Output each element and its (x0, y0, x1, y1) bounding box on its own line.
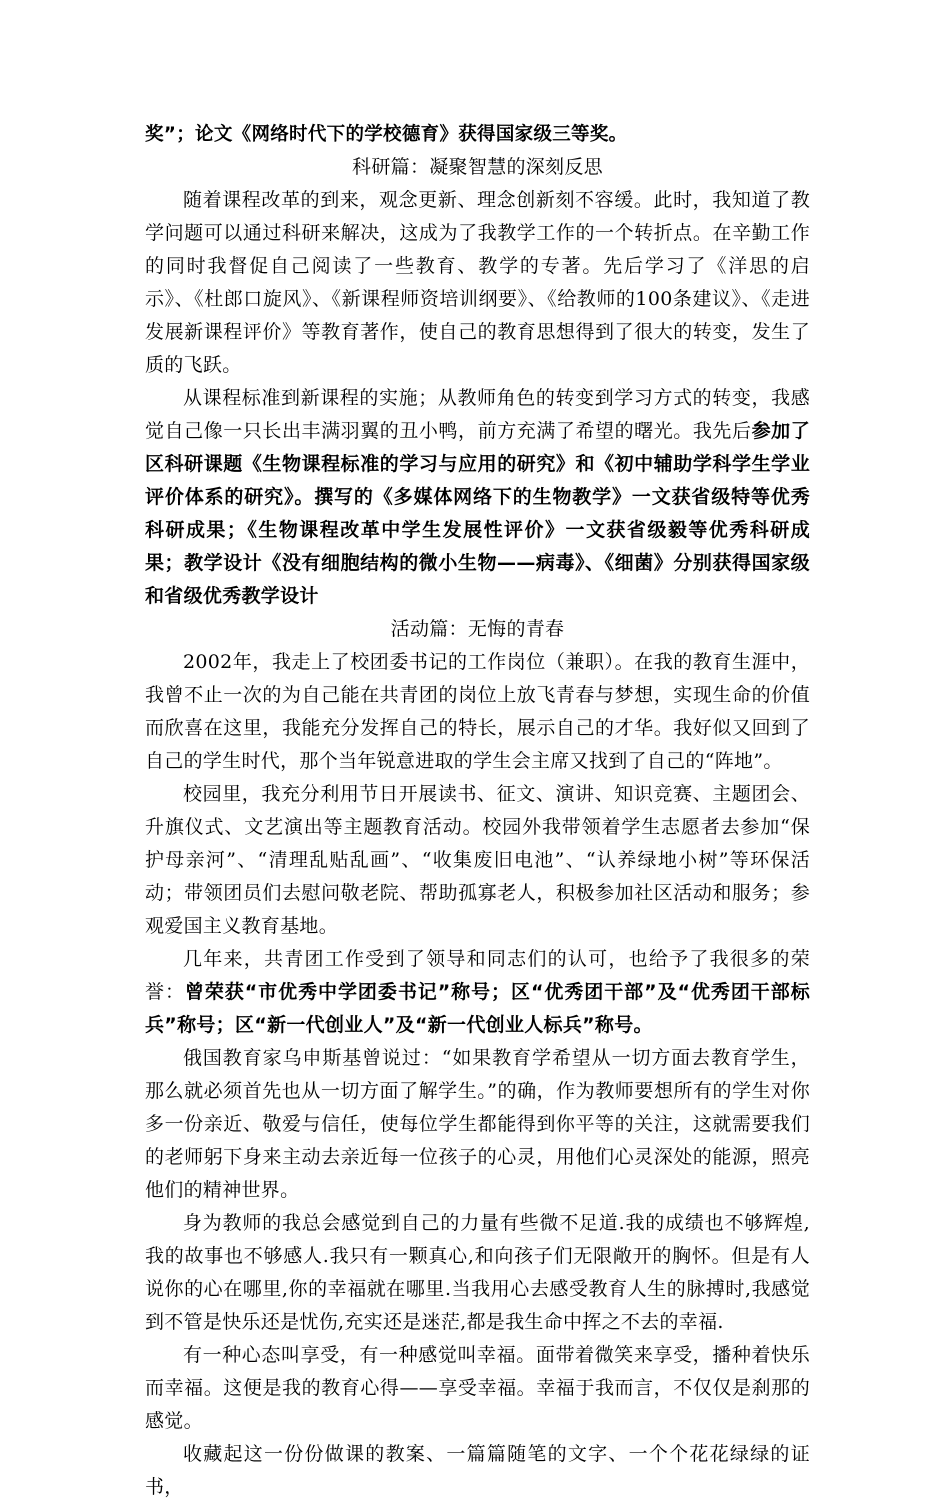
section-heading-research: 科研篇：凝聚智慧的深刻反思 (352, 156, 603, 178)
research-paragraph-2 (145, 382, 810, 613)
document-body (145, 118, 810, 1504)
research-paragraph-2-plain: 从课程标准到新课程的实施；从教师角色的转变到学习方式的转变，我感觉自己像一只长出丰满羽翼的丑小鸭，前方充满了希望的曙光。我先后 (145, 387, 810, 442)
activity-paragraph-3-bold: 曾荣获“市优秀中学团委书记”称号；区“优秀团干部”及“优秀团干部标兵”称号；区“新一代创业人”及“新一代创业人标兵”称号。 (145, 981, 810, 1036)
activity-paragraph-1: 2002年，我走上了校团委书记的工作岗位（兼职）。在我的教育生涯中，我曾不止一次的为自己能在共青团的岗位上放飞青春与梦想，实现生命的价值而欣喜在这里，我能充分发挥自己的特长，展示自己的才华。我好似又回到了自己的学生时代，那个当年锐意进取的学生会主席又找到了自己的“阵地”。 (145, 651, 810, 772)
activity-paragraph-7: 收藏起这一份份做课的教案、一篇篇随笔的文字、一个个花花绿绿的证书， (145, 1443, 810, 1498)
opening-line: 奖”；论文《网络时代下的学校德育》获得国家级三等奖。 (145, 124, 628, 145)
research-paragraph-1: 随着课程改革的到来，观念更新、理念创新刻不容缓。此时，我知道了教学问题可以通过科研来解决，这成为了我教学工作的一个转折点。在辛勤工作的同时我督促自己阅读了一些教育、教学的专著。先后学习了《洋思的启示》、《杜郎口旋风》、《新课程师资培训纲要》、《给教师的100条建议》、《走进发展新课程评价》等教育著作，使自己的教育思想得到了很大的转变，发生了质的飞跃。 (145, 189, 810, 376)
activity-paragraph-3 (145, 943, 810, 1042)
activity-paragraph-5: 身为教师的我总会感觉到自己的力量有些微不足道.我的成绩也不够辉煌,我的故事也不够感人.我只有一颗真心,和向孩子们无限敞开的胸怀。但是有人说你的心在哪里,你的幸福就在哪里.当我用心去感受教育人生的脉搏时,我感觉到不管是快乐还是忧伤,充实还是迷茫,都是我生命中挥之不去的幸福. (145, 1212, 810, 1333)
activity-paragraph-4: 俄国教育家乌申斯基曾说过：“如果教育学希望从一切方面去教育学生，那么就必须首先也从一切方面了解学生。”的确，作为教师要想所有的学生对你多一份亲近、敬爱与信任，使每位学生都能得到你平等的关注，这就需要我们的老师躬下身来主动去亲近每一位孩子的心灵，用他们心灵深处的能源，照亮他们的精神世界。 (145, 1047, 810, 1201)
activity-paragraph-2: 校园里，我充分利用节日开展读书、征文、演讲、知识竞赛、主题团会、升旗仪式、文艺演出等主题教育活动。校园外我带领着学生志愿者去参加“保护母亲河”、“清理乱贴乱画”、“收集废旧电池”、“认养绿地小树”等环保活动；带领团员们去慰问敬老院、帮助孤寡老人，积极参加社区活动和服务；参观爱国主义教育基地。 (145, 783, 810, 937)
activity-paragraph-3-plain: 几年来，共青团工作受到了领导和同志们的认可，也给予了我很多的荣誉： (145, 948, 810, 1003)
research-paragraph-2-bold: 参加了区科研课题《生物课程标准的学习与应用的研究》和《初中辅助学科学生学业评价体系的研究》。撰写的《多媒体网络下的生物教学》一文获省级特等优秀科研成果；《生物课程改革中学生发展性评价》一文获省级毅等优秀科研成果；教学设计《没有细胞结构的微小生物——病毒》、《细菌》分别获得国家级和省级优秀教学设计 (145, 420, 810, 607)
section-heading-activity: 活动篇：无悔的青春 (390, 618, 565, 640)
activity-paragraph-6: 有一种心态叫享受，有一种感觉叫幸福。面带着微笑来享受，播种着快乐而幸福。这便是我的教育心得——享受幸福。幸福于我而言，不仅仅是刹那的感觉。 (145, 1344, 810, 1432)
